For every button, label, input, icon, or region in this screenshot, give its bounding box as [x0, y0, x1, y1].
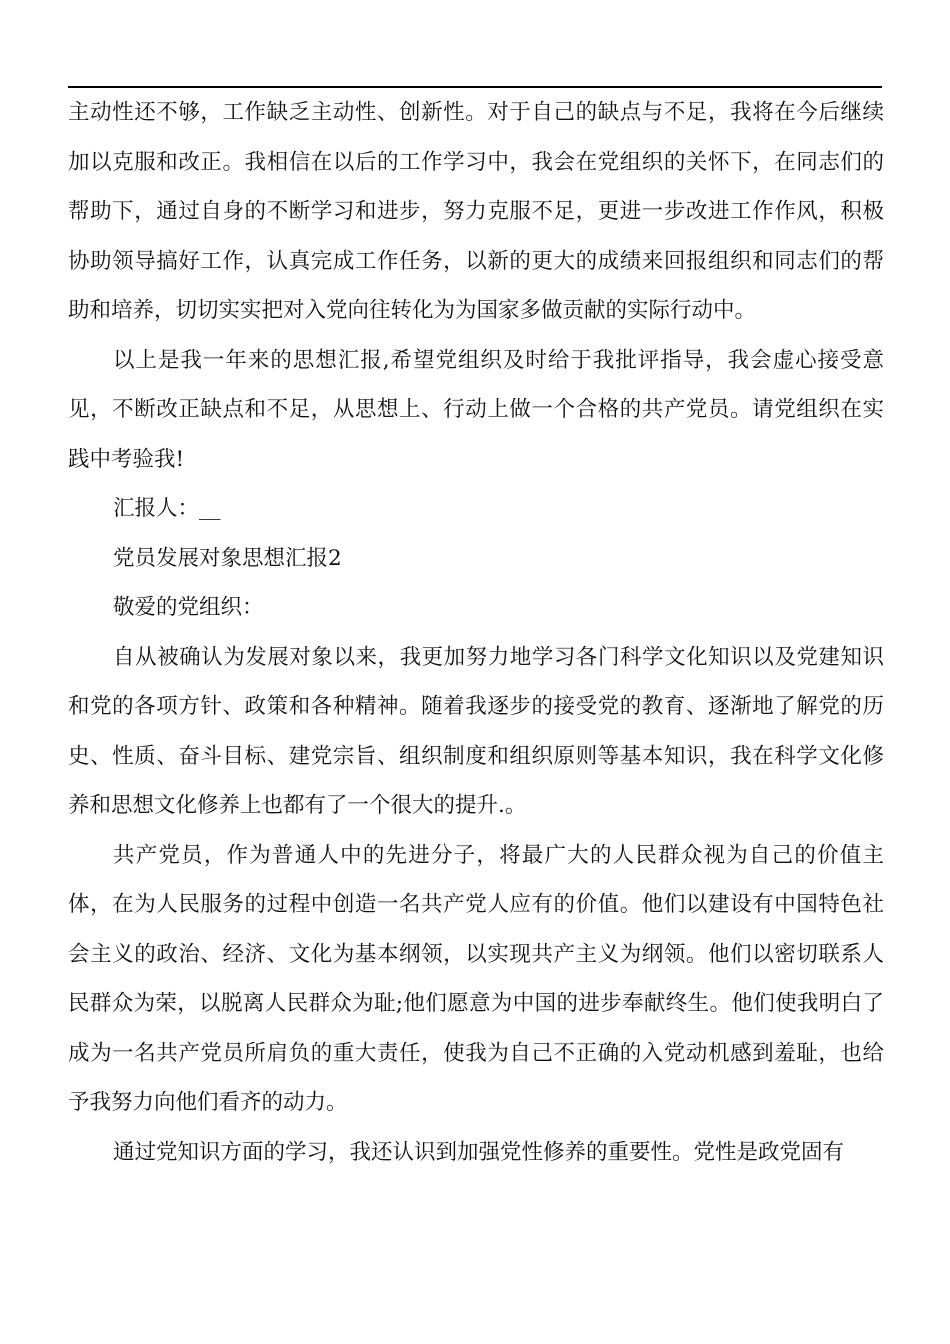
paragraph-summary: 以上是我一年来的思想汇报,希望党组织及时给于我批评指导，我会虚心接受意见，不断改正缺点和不足，从思想上、行动上做一个合格的共产党员。请党组织在实践中考验我!	[68, 347, 884, 472]
section-title: 党员发展对象思想汇报2	[113, 545, 342, 571]
paragraph-continuation: 主动性还不够，工作缺乏主动性、创新性。对于自己的缺点与不足，我将在今后继续加以克服和改正。我相信在以后的工作学习中，我会在党组织的关怀下，在同志们的帮助下，通过自身的不断学习和进步，努力克服不足，更进一步改进工作作风，积极协助领导搞好工作，认真完成工作任务，以新的更大的成绩来回报组织和同志们的帮助和培养，切切实实把对入党向往转化为为国家多做贡献的实际行动中。	[68, 100, 884, 323]
paragraph-party-spirit: 通过党知识方面的学习，我还认识到加强党性修养的重要性。党性是政党固有	[113, 1139, 845, 1165]
paragraph-study: 自从被确认为发展对象以来，我更加努力地学习各门科学文化知识以及党建知识和党的各项方针、政策和各种精神。随着我逐步的接受党的教育、逐渐地了解党的历史、性质、奋斗目标、建党宗旨、组织制度和组织原则等基本知识，我在科学文化修养和思想文化修养上也都有了一个很大的提升.。	[68, 644, 884, 818]
document-body	[68, 88, 884, 1177]
reporter-line: 汇报人：__	[113, 496, 221, 521]
paragraph-party-members: 共产党员，作为普通人中的先进分子，将最广大的人民群众视为自己的价值主体，在为人民服务的过程中创造一名共产党人应有的价值。他们以建设有中国特色社会主义的政治、经济、文化为基本纲领，以实现共产主义为纲领。他们以密切联系人民群众为荣，以脱离人民群众为耻;他们愿意为中国的进步奉献终生。他们使我明白了成为一名共产党员所肩负的重大责任，使我为自己不正确的入党动机感到羞耻，也给予我努力向他们看齐的动力。	[68, 842, 884, 1115]
salutation: 敬爱的党组织：	[113, 595, 264, 620]
